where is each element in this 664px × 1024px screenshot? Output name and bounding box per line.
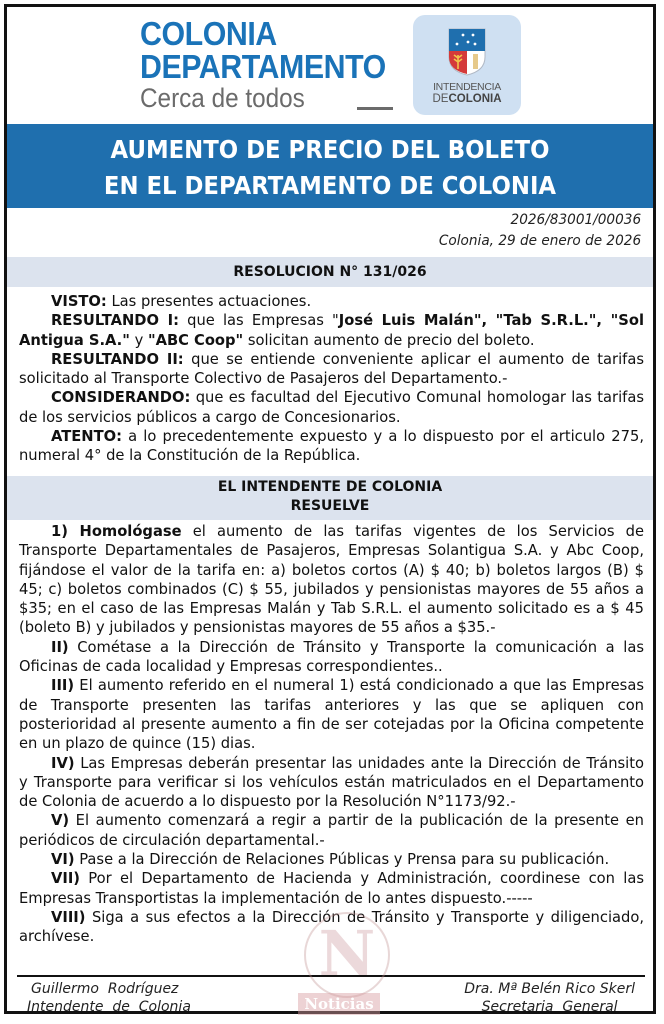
consideration-label: RESULTANDO I:	[51, 312, 179, 330]
place-date: Colonia, 29 de enero de 2026	[438, 233, 641, 249]
resolves-heading-line-1: EL INTENDENTE DE COLONIA	[217, 479, 443, 495]
resolves-heading-line-2: RESUELVE	[290, 498, 370, 514]
article-2	[19, 638, 644, 677]
document-frame	[4, 4, 656, 1014]
signature-secretaria	[464, 980, 635, 1016]
article-text: Pase a la Dirección de Relaciones Públicas y Prensa para su publicación.	[74, 851, 610, 869]
consideration-resultando-2	[19, 350, 644, 389]
consideration-visto	[19, 292, 644, 311]
company-names: José Luis Malán", "Tab S.R.L.", "Sol Antigua S.A."	[19, 312, 644, 349]
document-references	[439, 210, 641, 252]
signature-intendente	[27, 980, 191, 1016]
header	[7, 7, 653, 119]
title-banner	[7, 124, 653, 208]
article-6	[19, 850, 644, 869]
logo-text-de: DE	[432, 93, 449, 105]
intendencia-logo	[413, 15, 521, 115]
consideration-considerando	[19, 388, 644, 427]
resolves-heading	[7, 476, 653, 520]
watermark-label: Noticias	[298, 993, 380, 1015]
title-line-2: EN EL DEPARTAMENTO DE COLONIA	[103, 171, 557, 200]
file-number: 2026/83001/00036	[510, 212, 641, 228]
logo-text-de-colonia	[413, 93, 521, 105]
consideration-text: solicitan aumento de precio del boleto.	[243, 331, 535, 349]
consideration-label: CONSIDERANDO:	[51, 389, 191, 407]
brand-underline	[357, 107, 393, 110]
consideration-text: que las Empresas "	[178, 312, 339, 330]
article-7	[19, 869, 644, 908]
article-4	[19, 754, 644, 812]
articles-section	[19, 522, 644, 947]
article-label: IV)	[51, 754, 75, 772]
article-label: VI)	[51, 851, 75, 869]
consideration-text: Las presentes actuaciones.	[106, 293, 312, 310]
signature-title: Intendente de Colonia	[27, 999, 191, 1015]
article-text: Las Empresas deberán presentar las unidades ante la Dirección de Tránsito y Transporte para verificar si los vehículos están matriculados en el Departamento de Colonia de acuerdo a lo dispuesto por la Resolución N°1173/92.-	[19, 754, 644, 811]
brand-logo	[140, 17, 407, 113]
article-text: El aumento comenzará a regir a partir de la publicación de la presente en periódicos de circulación departamental.-	[19, 812, 644, 849]
consideration-label: ATENTO:	[51, 428, 122, 446]
article-label: VII)	[51, 870, 81, 888]
article-label: 1) Homológase	[51, 523, 182, 540]
article-label: VIII)	[51, 908, 86, 926]
consideration-atento	[19, 427, 644, 466]
consideration-text: y	[129, 331, 148, 349]
consideration-label: RESULTANDO II:	[51, 350, 184, 368]
signature-divider	[17, 975, 645, 977]
signature-name: Dra. Mª Belén Rico Skerl	[464, 981, 635, 997]
consideration-text: a lo precedentemente expuesto y a lo dispuesto por el articulo 275, numeral 4° de la Constitución de la República.	[19, 428, 644, 465]
consideration-resultando-1	[19, 311, 644, 350]
resolution-heading: RESOLUCION N° 131/026	[7, 257, 653, 287]
article-text: el aumento de las tarifas vigentes de los Servicios de Transporte Departamentales de Pasajeros, Empresas Solantigua S.A. y Abc Coop, fijándose el valor de la tarifa en: a) boletos cortos (A) $ 40; b) boletos largos (B) $ 45; c) boletos combinados (C) $ 55, jubilados y pensionistas mayores de 55 años a $35; en el caso de las Empresas Malán y Tab S.R.L. el aumento solicitado es a $ 45 (boleto B) y jubilados y pensionistas mayores de 55 años a $35.-	[19, 523, 644, 637]
brand-slogan: Cerca de todos	[140, 83, 305, 113]
consideration-label: VISTO:	[51, 293, 107, 310]
shield-coat-of-arms-icon	[447, 27, 487, 77]
logo-text-intendencia: INTENDENCIA	[433, 81, 501, 93]
title-line-1: AUMENTO DE PRECIO DEL BOLETO	[110, 135, 550, 164]
article-text: Siga a sus efectos a la Dirección de Tránsito y Transporte y diligenciado, archívese.	[19, 908, 644, 946]
brand-line-1: COLONIA	[140, 15, 277, 52]
company-name-abc: "ABC Coop"	[147, 331, 244, 349]
article-label: III)	[51, 677, 75, 695]
article-label: II)	[51, 638, 69, 656]
considerations-section	[19, 292, 644, 466]
consideration-text: que es facultad del Ejecutivo Comunal homologar las tarifas de los servicios públicos a cargo de Concesionarios.	[19, 389, 644, 426]
article-5	[19, 811, 644, 850]
article-8	[19, 908, 644, 947]
article-text: Cométase a la Dirección de Tránsito y Transporte la comunicación a las Oficinas de cada localidad y Empresas correspondientes..	[19, 638, 644, 676]
consideration-text: que se entiende conveniente aplicar el aumento de tarifas solicitado al Transporte Colectivo de Pasajeros del Departamento.-	[19, 350, 644, 388]
article-label: V)	[51, 812, 70, 830]
article-text: El aumento referido en el numeral 1) está condicionado a que las Empresas de Transporte presenten las tarifas anteriores y las que se apliquen con posterioridad al presente aumento a fin de ser cotejadas por la Oficina competente en un plazo de quince (15) dias.	[19, 677, 644, 753]
article-text: Por el Departamento de Hacienda y Administración, coordinese con las Empresas Transportistas la implementación de lo antes dispuesto.-----	[19, 870, 644, 907]
logo-text-colonia: COLONIA	[448, 93, 502, 105]
signature-name: Guillermo Rodríguez	[31, 981, 179, 997]
article-1	[19, 522, 644, 638]
watermark-letter: N	[318, 917, 376, 990]
article-3	[19, 676, 644, 753]
brand-line-2: DEPARTAMENTO	[140, 48, 386, 85]
signature-title: Secretaria General	[481, 999, 618, 1015]
